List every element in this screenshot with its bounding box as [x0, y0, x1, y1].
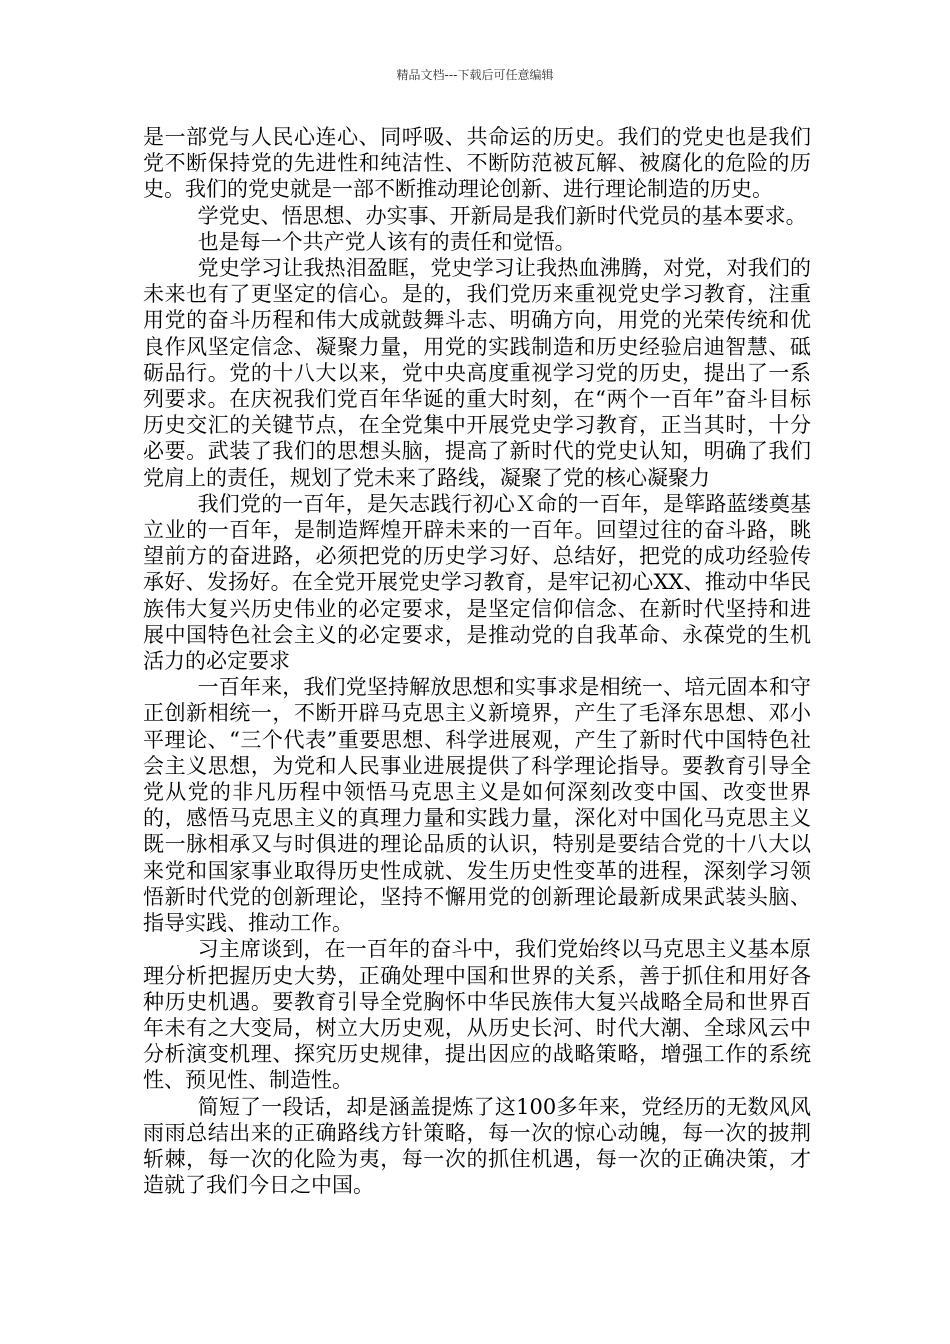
- paragraph: 我们党的一百年，是矢志践行初心Ｘ命的一百年，是筚路蓝缕奠基立业的一百年，是制造辉煌开辟未来的一百年。回望过往的奋斗路，眺望前方的奋进路，必须把党的历史学习好、总结好，把党的成功经验传承好、发扬好。在全党开展党史学习教育，是牢记初心XX、推动中华民族伟大复兴历史伟业的必定要求，是坚定信仰信念、在新时代坚持和进展中国特色社会主义的必定要求，是推动党的自我革命、永葆党的生机活力的必定要求: [143, 491, 811, 674]
- document-body: [143, 124, 811, 1198]
- paragraph: 简短了一段话，却是涵盖提炼了这100多年来，党经历的无数风风雨雨总结出来的正确路线方针策略，每一次的惊心动魄，每一次的披荆斩棘，每一次的化险为夷，每一次的抓住机遇，每一次的正确决策，才造就了我们今日之中国。: [143, 1094, 811, 1198]
- page-header: 精品文档---下载后可任意编辑: [396, 68, 554, 82]
- paragraph: 也是每一个共产党人该有的责任和觉悟。: [197, 229, 576, 254]
- paragraph: 习主席谈到，在一百年的奋斗中，我们党始终以马克思主义基本原理分析把握历史大势，正确处理中国和世界的关系，善于抓住和用好各种历史机遇。要教育引导全党胸怀中华民族伟大复兴战略全局和世界百年未有之大变局，树立大历史观，从历史长河、时代大潮、全球风云中分析演变机理、探究历史规律，提出因应的战略策略，增强工作的系统性、预见性、制造性。: [143, 937, 811, 1093]
- paragraph: 一百年来，我们党坚持解放思想和实事求是相统一、培元固本和守正创新相统一，不断开辟马克思主义新境界，产生了毛泽东思想、邓小平理论、“三个代表”重要思想、科学进展观，产生了新时代中国特色社会主义思想，为党和人民事业进展提供了科学理论指导。要教育引导全党从党的非凡历程中领悟马克思主义是如何深刻改变中国、改变世界的，感悟马克思主义的真理力量和实践力量，深化对中国化马克思主义既一脉相承又与时俱进的理论品质的认识，特别是要结合党的十八大以来党和国家事业取得历史性成就、发生历史性变革的进程，深刻学习领悟新时代党的创新理论，坚持不懈用党的创新理论最新成果武装头脑、指导实践、推动工作。: [143, 675, 811, 936]
- paragraph: 是一部党与人民心连心、同呼吸、共命运的历史。我们的党史也是我们党不断保持党的先进性和纯洁性、不断防范被瓦解、被腐化的危险的历史。我们的党史就是一部不断推动理论创新、进行理论制造的历史。: [143, 125, 811, 202]
- paragraph: 学党史、悟思想、办实事、开新局是我们新时代党员的基本要求。: [197, 203, 807, 228]
- paragraph: 党史学习让我热泪盈眶，党史学习让我热血沸腾，对党，对我们的未来也有了更坚定的信心。是的，我们党历来重视党史学习教育，注重用党的奋斗历程和伟大成就鼓舞斗志、明确方向，用党的光荣传统和优良作风坚定信念、凝聚力量，用党的实践制造和历史经验启迪智慧、砥砺品行。党的十八大以来，党中央高度重视学习党的历史，提出了一系列要求。在庆祝我们党百年华诞的重大时刻，在“两个一百年”奋斗目标历史交汇的关键节点，在全党集中开展党史学习教育，正当其时，十分必要。武装了我们的思想头脑，提高了新时代的党史认知，明确了我们党肩上的责任，规划了党未来了路线，凝聚了党的核心凝聚力: [143, 256, 811, 490]
